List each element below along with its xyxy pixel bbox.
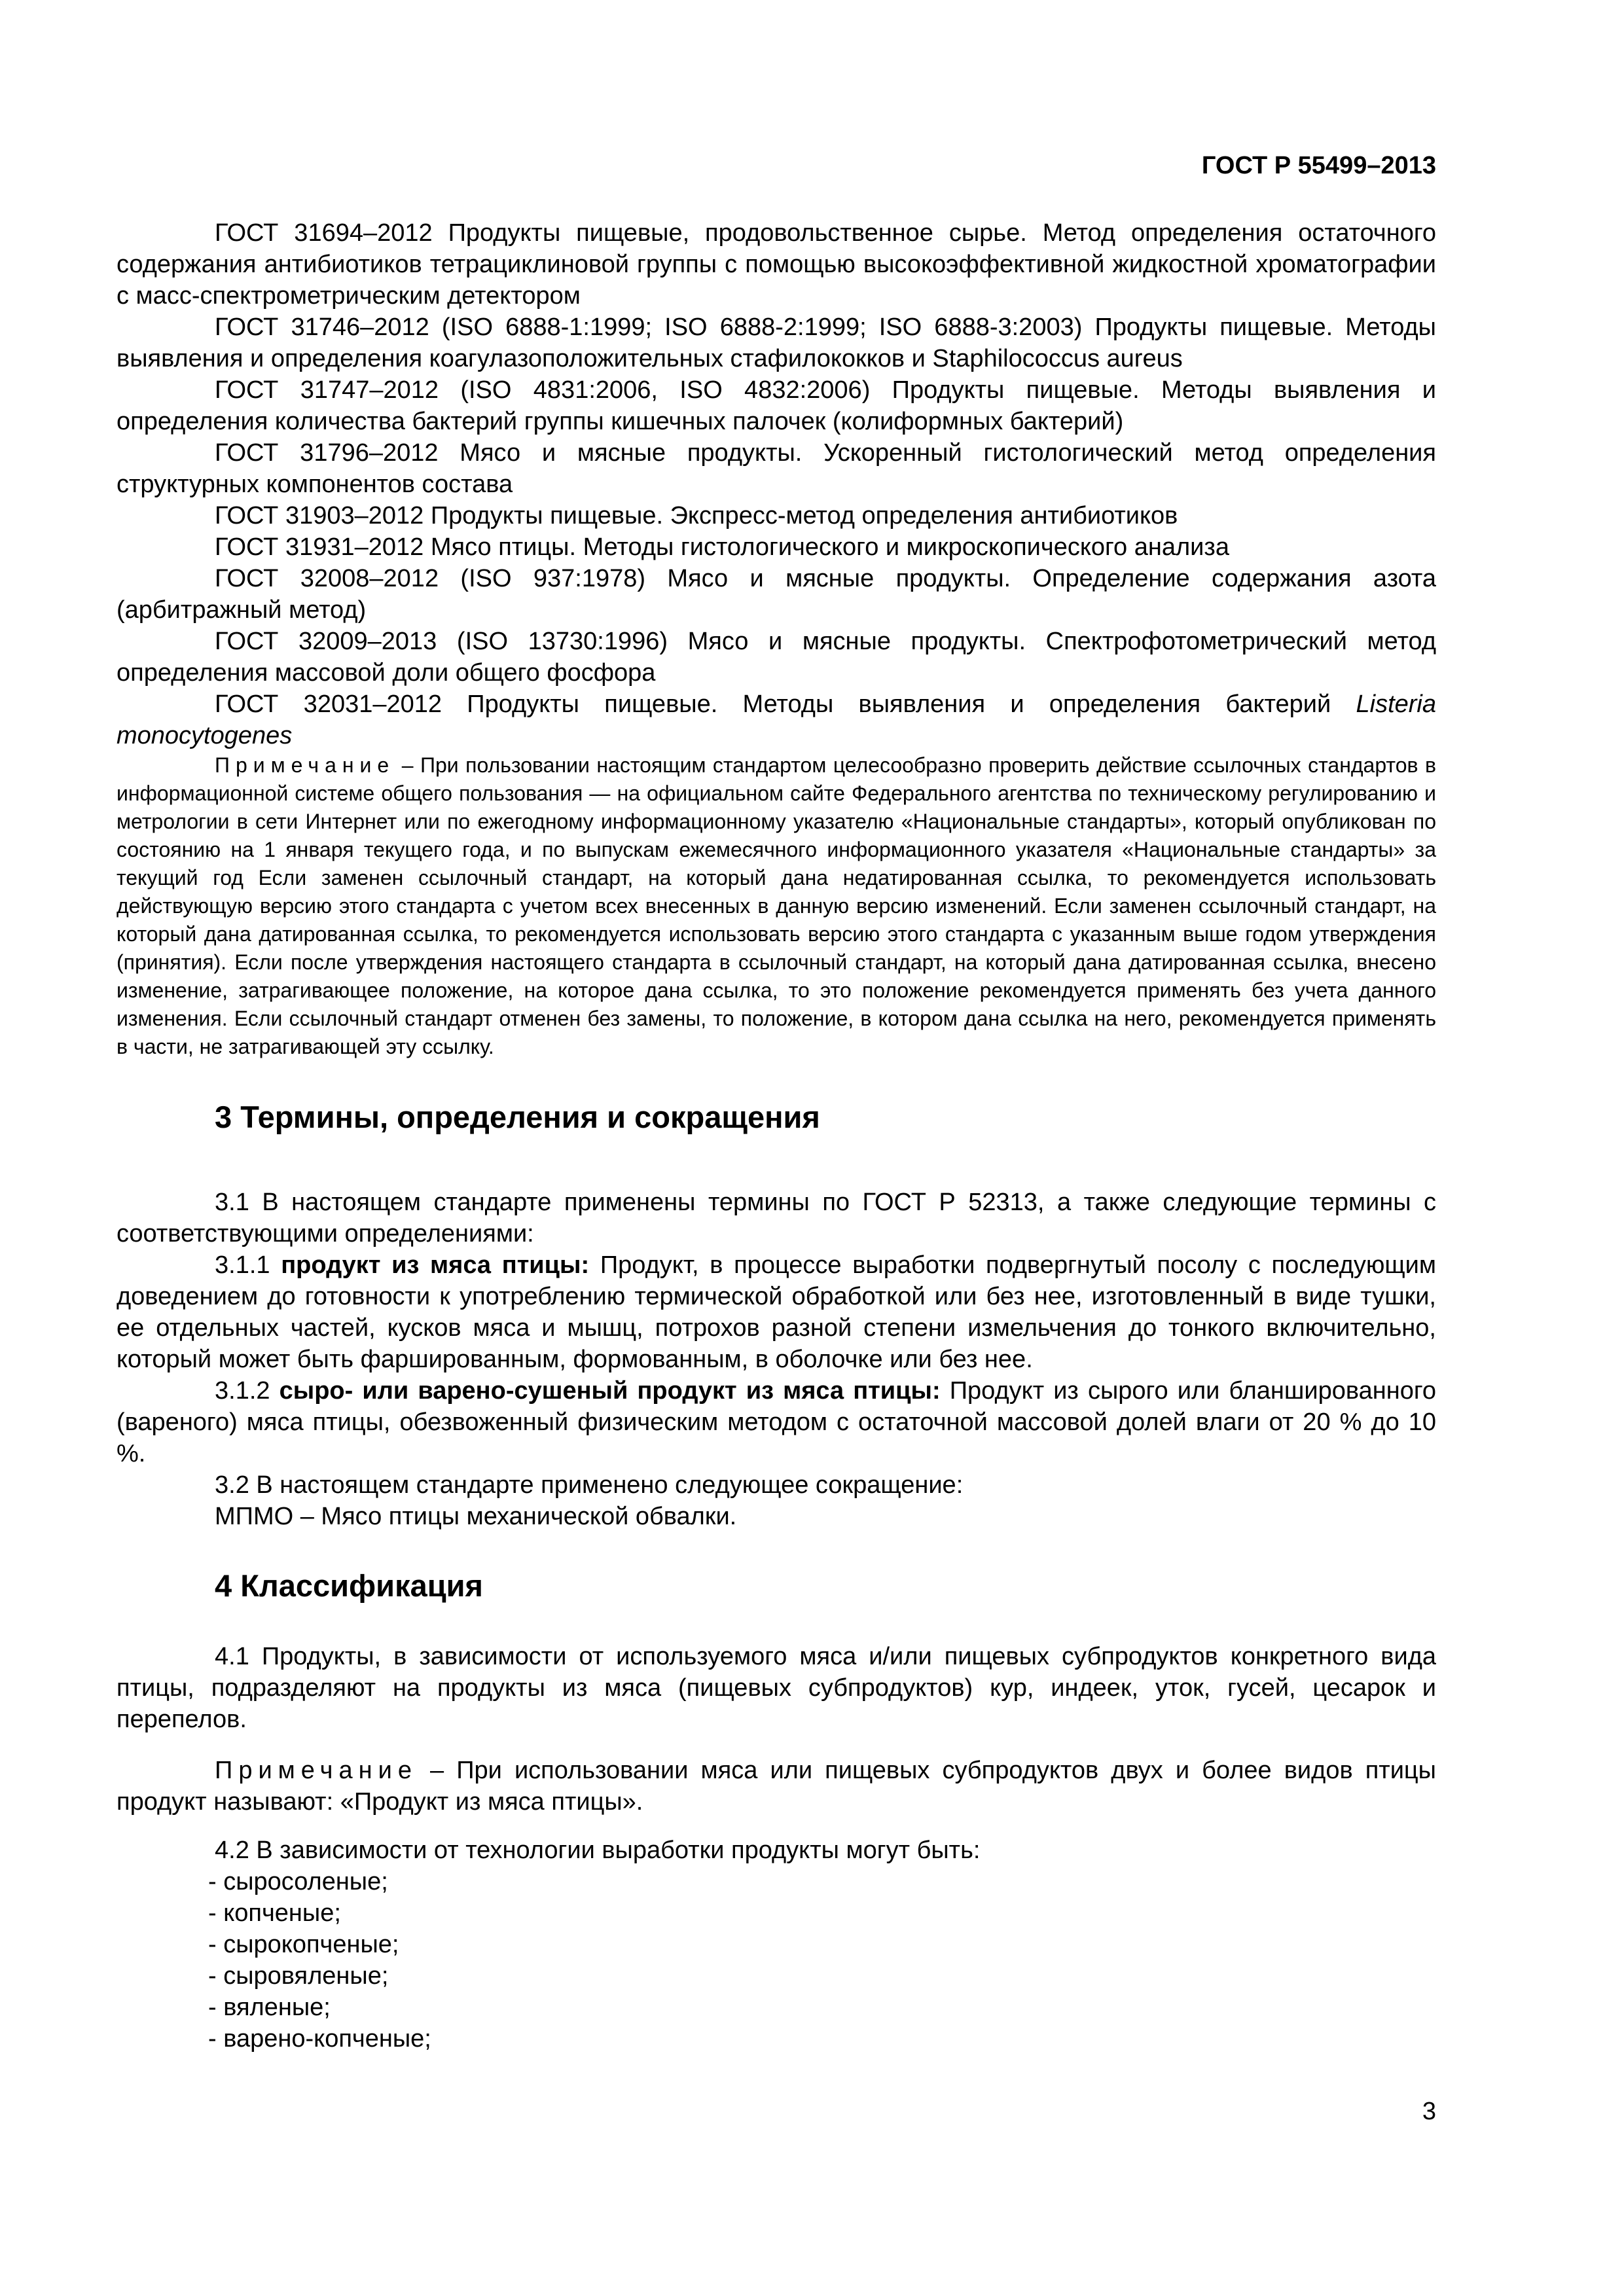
note-references bbox=[117, 751, 1436, 1061]
list-item: - копченые; bbox=[208, 1899, 341, 1927]
clause-3-2: 3.2 В настоящем стандарте применено следующее сокращение: bbox=[215, 1471, 964, 1499]
document-code-header: ГОСТ Р 55499–2013 bbox=[1201, 152, 1436, 179]
clause-3-1-2 bbox=[117, 1375, 1436, 1469]
clause-3-1-1 bbox=[117, 1249, 1436, 1375]
list-item: - варено-копченые; bbox=[208, 2025, 431, 2053]
abbreviation-mpmo: МПМО – Мясо птицы механической обвалки. bbox=[215, 1503, 737, 1530]
term-poultry-product: продукт из мяса птицы: bbox=[281, 1251, 590, 1279]
section-3-body bbox=[117, 1187, 1436, 1532]
document-page bbox=[117, 0, 1436, 2296]
section-4-title: 4 Классификация bbox=[215, 1568, 483, 1603]
reference-item: ГОСТ 31931–2012 Мясо птицы. Методы гистологического и микроскопического анализа bbox=[215, 533, 1229, 561]
term-definition: Продукт из сырого или бланшированного (вареного) мяса птицы, обезвоженный физическим методом с остаточной массовой долей влаги от 20 % до 10 %. bbox=[117, 1377, 1436, 1467]
normative-references bbox=[117, 217, 1436, 2054]
reference-italic-species: Listeria monocytogenes bbox=[117, 691, 1436, 749]
note-label: Примечание bbox=[215, 1757, 418, 1784]
reference-item: ГОСТ 31694–2012 Продукты пищевые, продовольственное сырье. Метод определения остаточного содержания антибиотиков тетрациклиновой группы с помощью высокоэффективной жидкостной хроматографии с масс-спектрометрическим детектором bbox=[117, 219, 1436, 310]
note-text: – При пользовании настоящим стандартом целесообразно проверить действие ссылочных стандартов в информационной системе общего пользования — на официальном сайте Федерального агентства по техническому регулированию и метрологии в сети Интернет или по ежегодному информационному указателю «Национальные стандарты», который опубликован по состоянию на 1 января текущего года, и по выпускам ежемесячного информационного указателя «Национальные стандарты» за текущий год Если заменен ссылочный стандарт, на который дана недатированная ссылка, то рекомендуется использовать действующую версию этого стандарта с учетом всех внесенных в данную версию изменений. Если заменен ссылочный стандарт, на который дана датированная ссылка, то рекомендуется использовать версию этого стандарта с указанным выше годом утверждения (принятия). Если после утверждения настоящего стандарта в ссылочный стандарт, на который дана датированная ссылка, внесено изменение, затрагивающее положение, на которое дана ссылка, то это положение рекомендуется применять без учета данного изменения. Если ссылочный стандарт отменен без замены, то положение, в котором дана ссылка на него, рекомендуется применять в части, не затрагивающей эту ссылку. bbox=[117, 753, 1436, 1058]
clause-3-1: 3.1 В настоящем стандарте применены термины по ГОСТ Р 52313, а также следующие термины с соответствующими определениями: bbox=[117, 1189, 1436, 1247]
reference-item: ГОСТ 32008–2012 (ISO 937:1978) Мясо и мясные продукты. Определение содержания азота (арбитражный метод) bbox=[117, 565, 1436, 624]
technology-list bbox=[117, 1866, 1436, 2054]
term-dried-product: сыро- или варено-сушеный продукт из мяса птицы: bbox=[279, 1377, 941, 1405]
section-3-title: 3 Термины, определения и сокращения bbox=[215, 1100, 820, 1134]
page-number: 3 bbox=[1422, 2098, 1436, 2125]
note-label: Примечание bbox=[215, 753, 395, 777]
note-classification bbox=[117, 1755, 1436, 1818]
list-item: - вяленые; bbox=[208, 1994, 331, 2021]
section-4-body bbox=[117, 1641, 1436, 2054]
clause-4-1: 4.1 Продукты, в зависимости от используемого мяса и/или пищевых субпродуктов конкретного вида птицы, подразделяют на продукты из мяса (пищевых субпродуктов) кур, индеек, уток, гусей, цесарок и перепелов. bbox=[117, 1643, 1436, 1733]
reference-item: ГОСТ 31746–2012 (ISO 6888-1:1999; ISO 6888-2:1999; ISO 6888-3:2003) Продукты пищевые. Методы выявления и определения коагулазоположительных стафилококков и Staphilococcus aureus bbox=[117, 314, 1436, 372]
note-text: – При использовании мяса или пищевых субпродуктов двух и более видов птицы продукт называют: «Продукт из мяса птицы». bbox=[117, 1757, 1436, 1816]
list-item: - сырокопченые; bbox=[208, 1931, 399, 1958]
reference-text: ГОСТ 32031–2012 Продукты пищевые. Методы выявления и определения бактерий bbox=[215, 691, 1356, 718]
reference-item: ГОСТ 32009–2013 (ISO 13730:1996) Мясо и мясные продукты. Спектрофотометрический метод определения массовой доли общего фосфора bbox=[117, 628, 1436, 687]
reference-item: ГОСТ 31903–2012 Продукты пищевые. Экспресс-метод определения антибиотиков bbox=[215, 502, 1178, 529]
term-definition: Продукт, в процессе выработки подвергнутый посолу с последующим доведением до готовности к употреблению термической обработкой или без нее, изготовленный в виде тушки, ее отдельных частей, кусков мяса и мышц, потрохов разной степени измельчения до тонкого включительно, который может быть фаршированным, формованным, в оболочке или без нее. bbox=[117, 1251, 1436, 1373]
list-item: - сыросоленые; bbox=[208, 1868, 388, 1895]
reference-item-last bbox=[117, 689, 1436, 751]
list-item: - сыровяленые; bbox=[208, 1962, 389, 1990]
clause-number: 3.1.1 bbox=[215, 1251, 281, 1279]
clause-4-2: 4.2 В зависимости от технологии выработки продукты могут быть: bbox=[215, 1837, 981, 1864]
clause-number: 3.1.2 bbox=[215, 1377, 280, 1405]
reference-item: ГОСТ 31796–2012 Мясо и мясные продукты. Ускоренный гистологический метод определения структурных компонентов состава bbox=[117, 439, 1436, 498]
reference-item: ГОСТ 31747–2012 (ISO 4831:2006, ISO 4832:2006) Продукты пищевые. Методы выявления и определения количества бактерий группы кишечных палочек (колиформных бактерий) bbox=[117, 376, 1436, 435]
